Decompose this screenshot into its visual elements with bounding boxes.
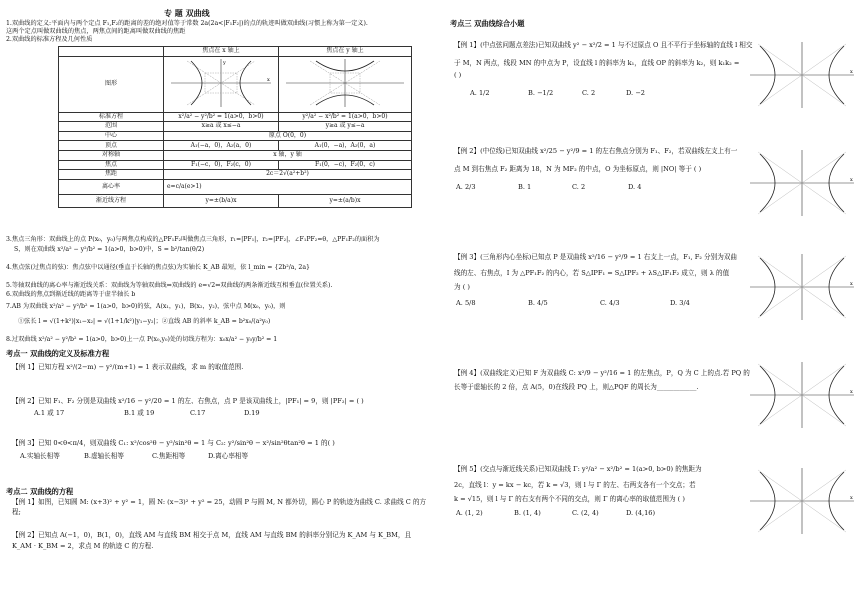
question-3-line-3: 为 ( ) xyxy=(454,283,470,291)
question-5-option-a: A. (1, 2) xyxy=(456,509,483,517)
focus-y: F₁(0，−c)，F₂(0，c) xyxy=(279,160,412,170)
row-label: 焦点 xyxy=(59,160,164,170)
question-3-option-b: B. 4/5 xyxy=(528,299,548,307)
graph-y-focus xyxy=(279,56,412,112)
example-2-option-b: B.1 或 19 xyxy=(124,409,155,417)
symmetry-axis: x 轴，y 轴 xyxy=(164,150,412,160)
hyperbola-properties-table xyxy=(58,46,412,208)
x-axis-label: x xyxy=(850,389,853,395)
section-heading-3: 考点三 双曲线综合小题 xyxy=(450,19,525,28)
question-2: 【例 2】(中位线)已知双曲线 x²/25 − y²/9 = 1 的左右焦点分别为 F₁、F₂，若双曲线左支上有一 xyxy=(454,147,738,155)
eccentricity: e=c/a(e>1) xyxy=(164,179,412,194)
question-1-option-d: D. −2 xyxy=(626,89,645,97)
x-axis-label: x xyxy=(267,76,270,83)
asymptote-x: y=±(b/a)x xyxy=(164,194,279,207)
question-4-line-2: 长等于虚轴长的 2 倍，点 A(5，0)在线段 PQ 上，则△PQF 的周长为____________. xyxy=(454,383,699,391)
question-5-option-d: D. (4,16) xyxy=(626,509,656,517)
table-row-equation xyxy=(59,112,412,122)
row-label: 标准方程 xyxy=(59,112,164,122)
equation-x: x²/a² − y²/b² = 1(a>0，b>0) xyxy=(164,112,279,122)
section-heading-2: 考点二 双曲线的方程 xyxy=(6,487,74,496)
example-3: 【例 3】已知 0<θ<π/4，则双曲线 C₁: x²/cos²θ − y²/sin²θ = 1 与 C₂: y²/sin²θ − x²/sin²θtan²θ = 1 的( ) xyxy=(12,439,335,447)
table-row-axis xyxy=(59,150,412,160)
page-title: 专 题 双曲线 xyxy=(164,8,210,18)
graph-x-focus xyxy=(164,56,279,112)
question-5-line-3: k = √15，则 l 与 Γ 的右支有两个不同的交点，则 Γ 的离心率的取值范围为 ( ) xyxy=(454,495,685,503)
table-row-center xyxy=(59,131,412,141)
table-row-range xyxy=(59,122,412,132)
row-label: 顶点 xyxy=(59,141,164,151)
question-3: 【例 3】(三角形内心坐标)已知点 P 是双曲线 x²/16 − y²/9 = 1 右支上一点，F₁, F₂ 分别为双曲 xyxy=(454,253,737,261)
row-label: 渐近线方程 xyxy=(59,194,164,207)
example-3-option-d: D.离心率相等 xyxy=(208,452,249,460)
para-7: 7.AB 为双曲线 x²/a² − y²/b² = 1(a>0，b>0)的弦，A(x₁，y₁)，B(x₂，y₂)，弦中点 M(x₀，y₀)，则 xyxy=(6,303,286,310)
example-2-option-d: D.19 xyxy=(244,409,260,417)
hyperbola-figure-5 xyxy=(748,466,856,536)
focus-x: F₁(−c，0)，F₂(c，0) xyxy=(164,160,279,170)
question-5: 【例 5】(交点与渐近线关系)已知双曲线 Γ: y²/a² − x²/b² = 1(a>0, b>0) 的焦距为 xyxy=(454,465,702,473)
row-label: 对称轴 xyxy=(59,150,164,160)
table-head-x: 焦点在 x 轴上 xyxy=(164,47,279,57)
question-3-option-a: A. 5/8 xyxy=(456,299,476,307)
table-row-graph xyxy=(59,56,412,112)
question-1-option-c: C. 2 xyxy=(582,89,596,97)
range-y: y≥a 或 y≤−a xyxy=(279,122,412,132)
example-2: 【例 2】已知 F₁、F₂ 分别是双曲线 x²/16 − y²/20 = 1 的左、右焦点，点 P 是该双曲线上，|PF₁| = 9，则 |PF₂| = ( ) xyxy=(12,397,364,405)
question-3-line-2: 线的左、右焦点，I 为 △PF₁F₂ 的内心，若 S△IPF₁ = S△IPF₂ + λS△IF₁F₂ 成立，则 λ 的值 xyxy=(454,269,730,277)
table-row-focus xyxy=(59,160,412,170)
question-1: 【例 1】(中点弦问题点差法)已知双曲线 y² − x²/2 = 1 与不过原点 O 且不平行于坐标轴的直线 l 相交 xyxy=(454,41,753,49)
example-1: 【例 1】已知方程 x²/(2−m) − y²/(m+1) = 1 表示双曲线，求 m 的取值范围. xyxy=(12,363,244,371)
example-3-option-b: B.虚轴长相等 xyxy=(84,452,124,460)
para-8: 8.过双曲线 x²/a² − y²/b² = 1(a>0，b>0)上一点 P(x₀,y₀)处的切线方程为：x₀x/a² − y₀y/b² = 1 xyxy=(6,336,278,343)
table-row-eccentricity xyxy=(59,179,412,194)
example-3-option-a: A.实轴长相等 xyxy=(20,452,60,460)
x-axis-label: x xyxy=(850,495,853,501)
row-label: 范围 xyxy=(59,122,164,132)
asymptote-y: y=±(a/b)x xyxy=(279,194,412,207)
hyperbola-figure-2 xyxy=(748,148,856,218)
example-4: 【例 1】如图，已知圆 M: (x+3)² + y² = 1，圆 N: (x−3)² + y² = 25，动圆 P 与圆 M, N 都外切，圆心 P 的轨迹为曲线 C. 求曲线 C 的方 xyxy=(12,498,427,506)
example-5-cont: K_AM · K_BM = 2，求点 M 的轨迹 C 的方程. xyxy=(12,542,154,550)
example-3-option-c: C.焦距相等 xyxy=(152,452,186,460)
question-5-option-c: C. (2, 4) xyxy=(572,509,599,517)
table-corner xyxy=(59,47,164,57)
section-2-heading: 2.双曲线的标准方程及几何性质 xyxy=(6,36,93,43)
hyperbola-figure-3 xyxy=(748,252,856,322)
y-axis-label: y xyxy=(223,59,226,66)
para-7a: ①弦长 l = √(1+k²)|x₁−x₂| = √(1+1/k²)|y₁−y₂|；②直线 AB 的斜率 k_AB = b²x₀/(a²y₀) xyxy=(18,318,271,325)
table-row-asymptote xyxy=(59,194,412,207)
question-4: 【例 4】(双曲线定义)已知 F 为双曲线 C: x²/9 − y²/16 = 1 的左焦点，P，Q 为 C 上的点.若 PQ 的 xyxy=(454,369,750,377)
row-label: 中心 xyxy=(59,131,164,141)
focal-length: 2c＝2√(a²+b²) xyxy=(164,170,412,180)
question-1-option-a: A. 1/2 xyxy=(470,89,490,97)
question-1-line-3: ( ) xyxy=(454,71,462,79)
example-2-option-c: C.17 xyxy=(190,409,206,417)
table-row-vertex xyxy=(59,141,412,151)
question-2-line-2: 点 M 到右焦点 F₂ 距离为 18，N 为 MF₂ 的中点，O 为坐标原点，则 |NO| 等于 ( ) xyxy=(454,165,702,173)
row-label: 图形 xyxy=(59,56,164,112)
hyperbola-x-diagram xyxy=(167,57,275,109)
row-label: 焦距 xyxy=(59,170,164,180)
example-4-cont: 程; xyxy=(12,508,21,516)
x-axis-label: x xyxy=(850,281,853,287)
question-3-option-c: C. 4/3 xyxy=(600,299,620,307)
para-6: 6.双曲线的焦点到渐近线的距离等于虚半轴长 b xyxy=(6,291,136,298)
hyperbola-figure-1 xyxy=(748,40,856,110)
question-5-line-2: 2c，直线 l：y = kx − kc，若 k = √3，则 l 与 Γ 的左、右两支各有一个交点；若 xyxy=(454,481,696,489)
x-axis-label: x xyxy=(850,177,853,183)
para-4: 4.焦点弦(过焦点的弦)：焦点弦中以通径(垂直于长轴的焦点弦)为实轴长 K_AB 最短，依 l_min = {2b²/a, 2a} xyxy=(6,264,310,271)
hyperbola-y-diagram xyxy=(282,57,408,109)
table-head-y: 焦点在 y 轴上 xyxy=(279,47,412,57)
question-2-option-c: C. 2 xyxy=(572,183,586,191)
section-heading-1: 考点一 双曲线的定义及标准方程 xyxy=(6,349,110,358)
example-5: 【例 2】已知点 A(−1，0)，B(1，0)，直线 AM 与直线 BM 相交于点 M，直线 AM 与直线 BM 的斜率分别记为 K_AM 与 K_BM，且 xyxy=(12,531,412,539)
row-label: 离心率 xyxy=(59,179,164,194)
center-value: 原点 O(0，0) xyxy=(164,131,412,141)
question-5-option-b: B. (1, 4) xyxy=(514,509,541,517)
table-header-row xyxy=(59,47,412,57)
vertex-y: A₁(0，−a)，A₂(0，a) xyxy=(279,141,412,151)
definition-line-2: 这两个定点叫做双曲线的焦点，两焦点间的距离叫做双曲线的焦距 xyxy=(6,28,186,35)
definition-line-1: 1.双曲线的定义:平面内与两个定点 F₁,F₂的距离的差的绝对值等于常数 2a(2a<|F₁F₂|)的点的轨迹叫做双曲线(习惯上称为第一定义). xyxy=(6,20,368,27)
example-2-option-a: A.1 或 17 xyxy=(34,409,65,417)
para-3b: S，则在双曲线 x²/a² − y²/b² = 1(a>0，b>0)中，S = b²/tan(θ/2) xyxy=(14,246,205,253)
range-x: x≥a 或 x≤−a xyxy=(164,122,279,132)
para-3: 3.焦点三角形：双曲线上的点 P(x₀，y₀)与两焦点构成的△PF₁F₂叫做焦点三角形，r₁=|PF₁|，r₂=|PF₂|，∠F₁PF₂=θ，△PF₁F₂的面积为 xyxy=(6,236,380,243)
hyperbola-figure-4 xyxy=(748,360,856,430)
vertex-x: A₁(−a，0)，A₂(a，0) xyxy=(164,141,279,151)
question-2-option-d: D. 4 xyxy=(628,183,642,191)
question-1-line-2: 于 M，N 两点，线段 MN 的中点为 P，设直线 l 的斜率为 k₁，直线 OP 的斜率为 k₂，则 k₁k₂ = xyxy=(454,59,740,67)
question-3-option-d: D. 3/4 xyxy=(670,299,690,307)
question-2-option-a: A. 2/3 xyxy=(456,183,476,191)
question-1-option-b: B. −1/2 xyxy=(528,89,554,97)
table-row-focal-length xyxy=(59,170,412,180)
equation-y: y²/a² − x²/b² = 1(a>0，b>0) xyxy=(279,112,412,122)
question-2-option-b: B. 1 xyxy=(518,183,532,191)
x-axis-label: x xyxy=(850,69,853,75)
para-5: 5.等轴双曲线的离心率与渐近线关系：双曲线为等轴双曲线⇔双曲线的 e=√2⇔双曲线的两条渐近线互相垂直(位置关系). xyxy=(6,282,333,289)
